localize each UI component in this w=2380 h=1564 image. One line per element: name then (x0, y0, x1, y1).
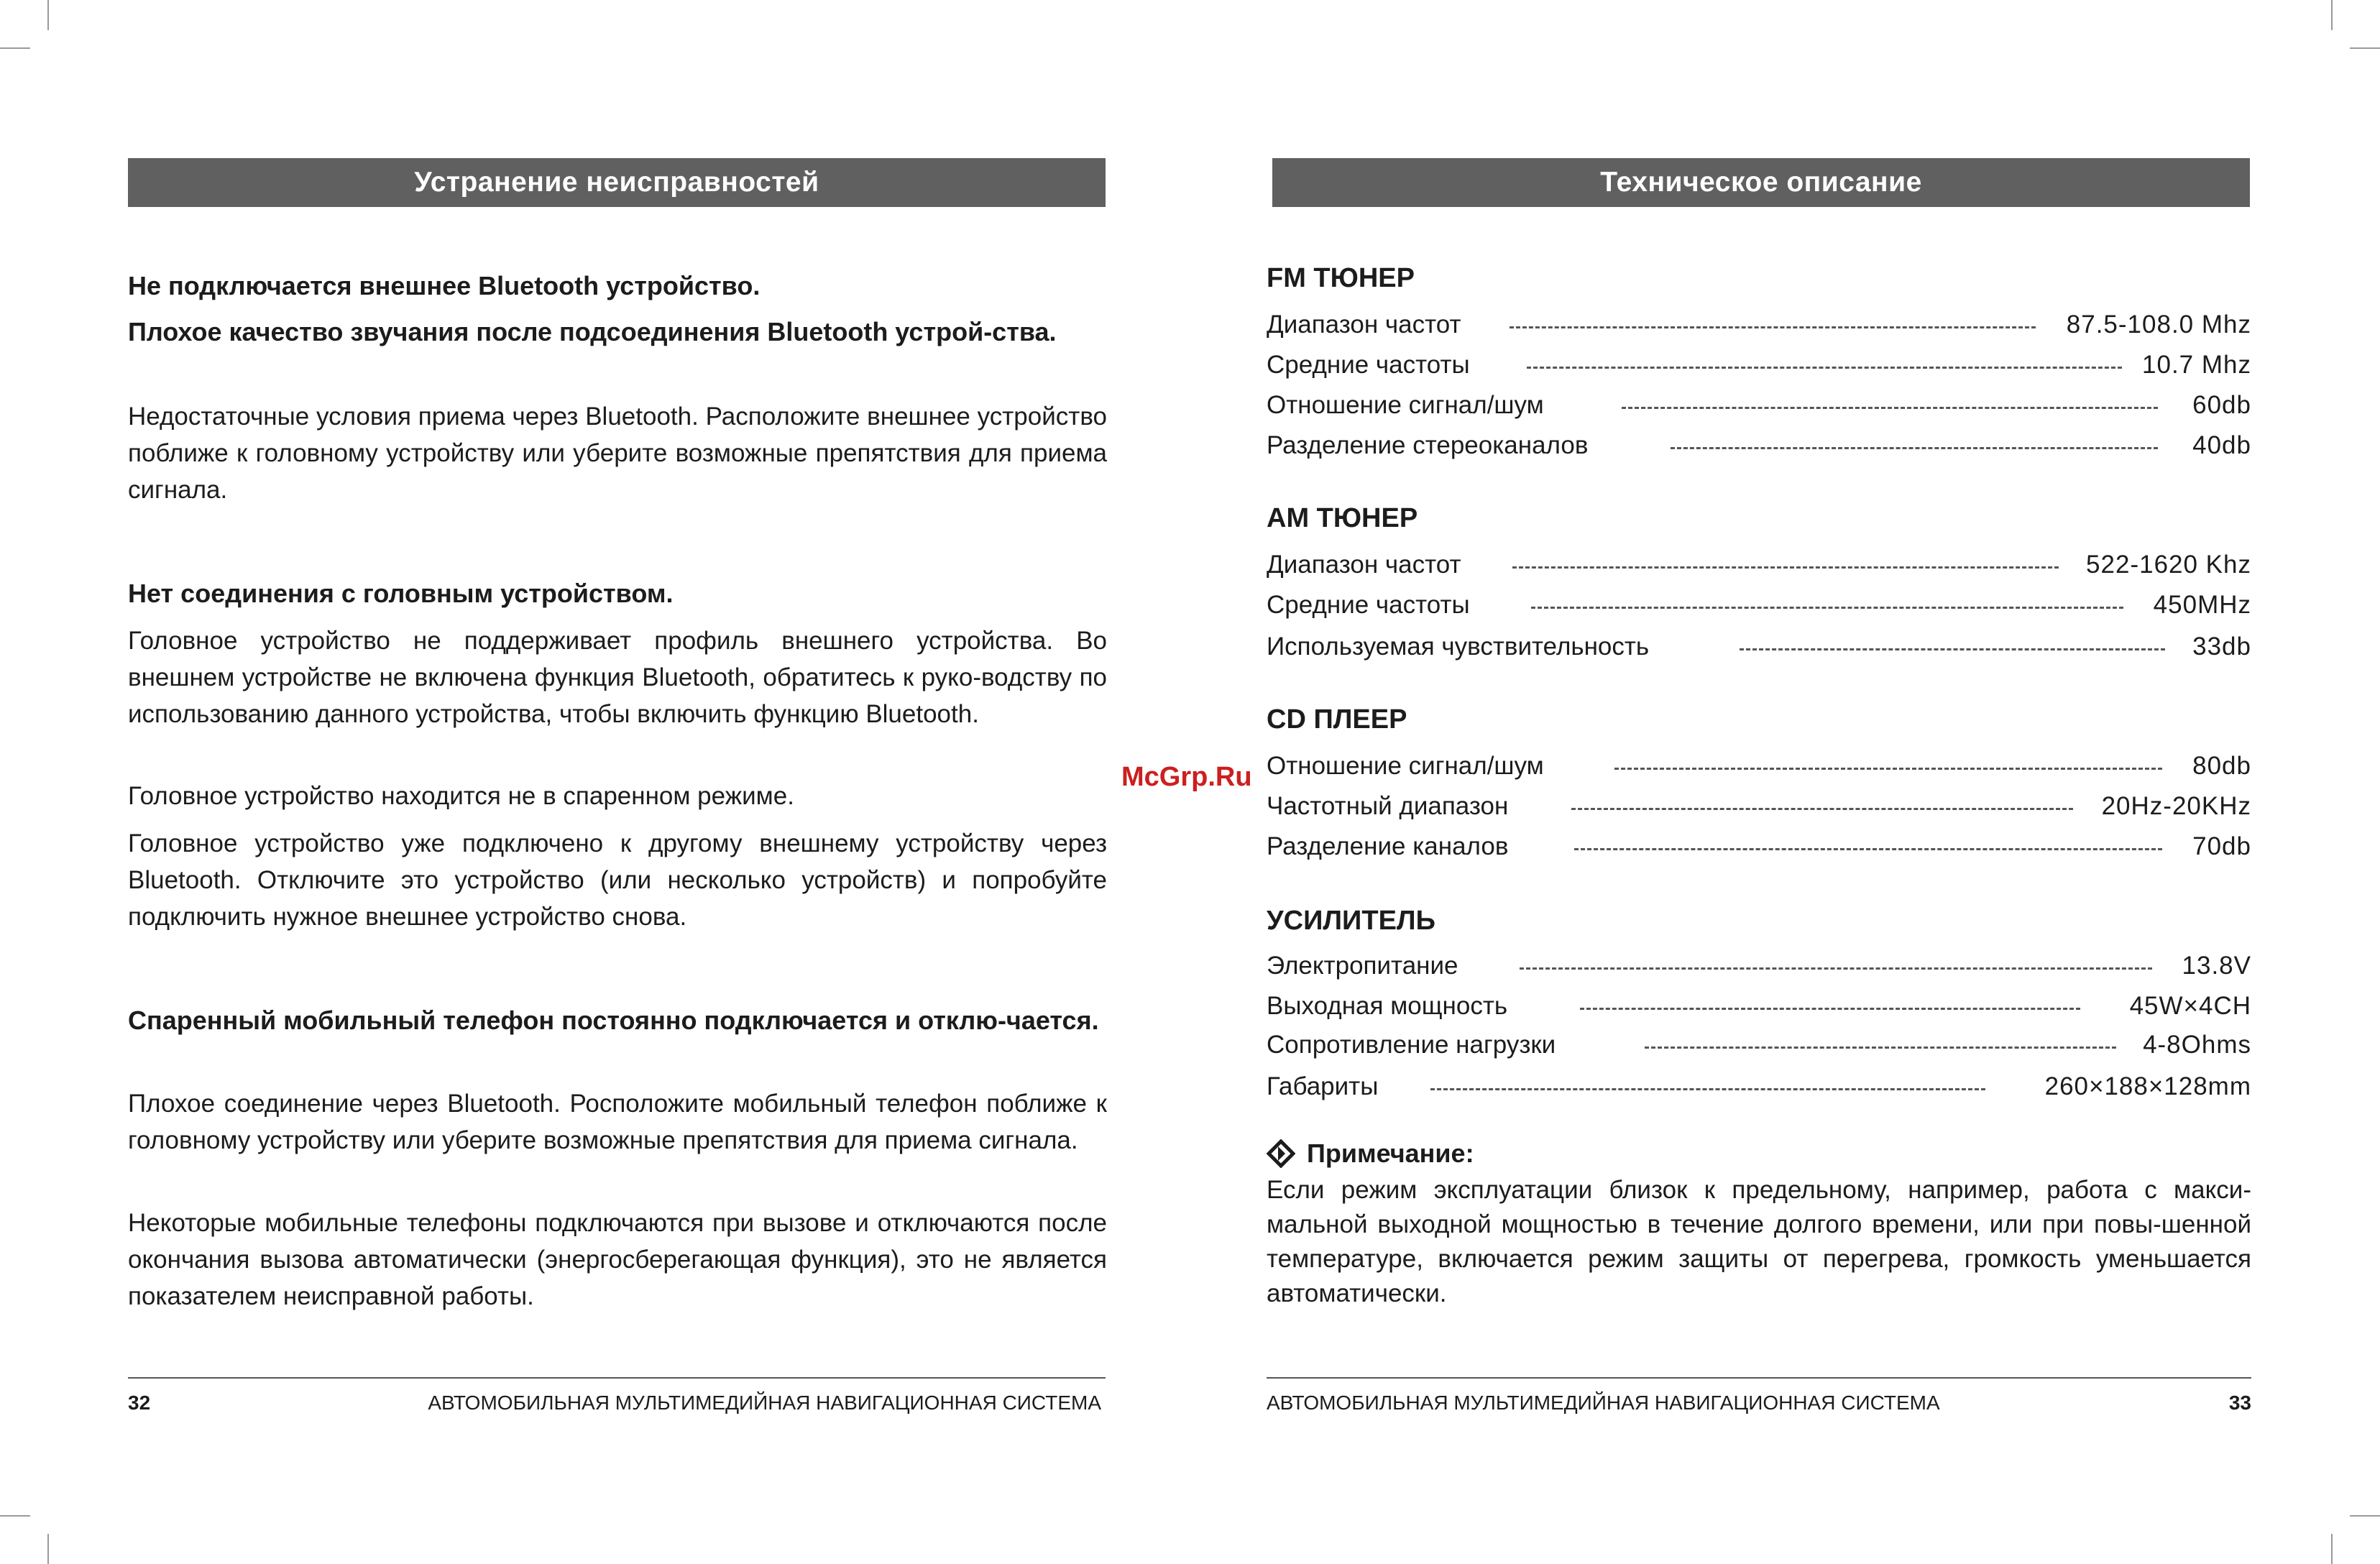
spec-value: 20Hz-20KHz (2101, 792, 2251, 820)
spec-row (1267, 385, 2251, 426)
issue-solution: Головное устройство уже подключено к другому внешнему устройству через Bluetooth. Отключите это устройство (или несколько устройств) и попробуйте подключить нужное внешнее устройство снова. (128, 829, 1107, 931)
spec-value: 33db (2192, 632, 2251, 661)
crop-mark (0, 1515, 30, 1517)
dotted-leader (1571, 808, 2073, 810)
spec-row (1267, 585, 2251, 625)
dotted-leader (1574, 848, 2162, 850)
dotted-leader (1614, 768, 2162, 770)
spec-value: 60db (2192, 391, 2251, 419)
diamond-arrow-icon (1267, 1139, 1295, 1168)
spec-label: Габариты (1267, 1072, 1379, 1100)
spec-label: Средние частоты (1267, 591, 1470, 619)
issue-solution: Головное устройство находится не в спаренном режиме. (128, 782, 794, 810)
section-title-cd-player: CD ПЛЕЕР (1267, 704, 1407, 735)
spec-row (1267, 1025, 2251, 1065)
spec-label: Диапазон частот (1267, 310, 1461, 339)
spec-row (1267, 426, 2251, 466)
dotted-leader (1671, 447, 2158, 449)
spec-label: Выходная мощность (1267, 992, 1508, 1020)
spec-row (1267, 1067, 2251, 1107)
issue-solution: Головное устройство не поддерживает профиль внешнего устройства. Во внешнем устройстве не включена функция Bluetooth, обратитесь к руко-водству по использованию данного устройства, чтобы включить функцию Bluetooth. (128, 627, 1107, 728)
footer-title: АВТОМОБИЛЬНАЯ МУЛЬТИМЕДИЙНАЯ НАВИГАЦИОННАЯ СИСТЕМА (1267, 1392, 1940, 1414)
dotted-leader (1580, 1008, 2080, 1010)
spec-label: Разделение стереоканалов (1267, 431, 1589, 459)
page-number: 32 (128, 1392, 151, 1414)
spec-row (1267, 627, 2251, 667)
crop-mark (2331, 1534, 2333, 1564)
watermark: McGrp.Ru (1121, 762, 1252, 792)
note-title: Примечание: (1307, 1138, 1474, 1168)
spec-row (1267, 746, 2251, 786)
dotted-leader (1622, 407, 2158, 409)
spec-value: 40db (2192, 431, 2251, 459)
section-title-am-tuner: АМ ТЮНЕР (1267, 503, 1418, 533)
dotted-leader (1527, 367, 2122, 369)
footer-rule (128, 1377, 1106, 1379)
footer-title: АВТОМОБИЛЬНАЯ МУЛЬТИМЕДИЙНАЯ НАВИГАЦИОННАЯ СИСТЕМА (428, 1392, 1101, 1414)
dotted-leader (1740, 648, 2165, 650)
spec-value: 80db (2192, 752, 2251, 780)
note-heading (1267, 1136, 1474, 1172)
spec-row (1267, 345, 2251, 385)
spec-label: Средние частоты (1267, 351, 1470, 379)
spec-value: 13.8V (2182, 952, 2251, 980)
issue-title: Плохое качество звучания после подсоединения Bluetooth устрой-ства. (128, 317, 1057, 346)
spec-label: Диапазон частот (1267, 551, 1461, 579)
note-text: Если режим эксплуатации близок к предельному, например, работа с макси-мальной выходной мощностью в течение долгого времени, или при повы-шенной температуре, включается режим защиты от перегрева, громкость уменьшается автоматически. (1267, 1176, 2251, 1307)
crop-mark (47, 1534, 49, 1564)
dotted-leader (1645, 1046, 2116, 1049)
page-number: 33 (2228, 1392, 2251, 1414)
issue-title: Не подключается внешнее Bluetooth устройство. (128, 271, 761, 300)
spec-label: Используемая чувствительность (1267, 632, 1650, 661)
dotted-leader (1520, 967, 2152, 970)
crop-mark (47, 0, 49, 30)
dotted-leader (1512, 566, 2059, 569)
spec-row (1267, 986, 2251, 1026)
spec-label: Электропитание (1267, 952, 1458, 980)
issue-title: Нет соединения с головным устройством. (128, 579, 674, 608)
crop-mark (2350, 47, 2380, 49)
issue-solution: Некоторые мобильные телефоны подключаются при вызове и отключаются после окончания вызова автоматически (энергосберегающая функция), это не является показателем неисправной работы. (128, 1209, 1107, 1310)
section-title-fm-tuner: FM ТЮНЕР (1267, 263, 1415, 293)
dotted-leader (1531, 607, 2123, 609)
spec-value: 70db (2192, 832, 2251, 860)
spec-value: 450MHz (2153, 591, 2251, 619)
spec-label: Разделение каналов (1267, 832, 1509, 860)
dotted-leader (1430, 1088, 1985, 1090)
footer-rule (1267, 1377, 2251, 1379)
page-header-troubleshooting: Устранение неисправностей (128, 158, 1106, 207)
spec-value: 522-1620 Khz (2086, 551, 2251, 579)
spec-row (1267, 827, 2251, 867)
spec-value: 45W×4CH (2129, 992, 2251, 1020)
dotted-leader (1510, 326, 2036, 328)
spec-row (1267, 545, 2251, 585)
spec-label: Сопротивление нагрузки (1267, 1031, 1556, 1059)
spec-value: 4-8Ohms (2143, 1031, 2251, 1059)
crop-mark (0, 47, 30, 49)
section-title-amplifier: УСИЛИТЕЛЬ (1267, 906, 1435, 936)
spec-label: Отношение сигнал/шум (1267, 752, 1544, 780)
spec-value: 260×188×128mm (2044, 1072, 2251, 1100)
issue-solution: Недостаточные условия приема через Bluetooth. Расположите внешнее устройство поближе к головному устройству или уберите возможные препятствия для приема сигнала. (128, 402, 1107, 504)
crop-mark (2350, 1515, 2380, 1517)
issue-title: Спаренный мобильный телефон постоянно подключается и отклю-чается. (128, 1006, 1099, 1035)
page-header-specifications: Техническое описание (1272, 158, 2250, 207)
crop-mark (2331, 0, 2333, 30)
spec-row (1267, 305, 2251, 345)
spec-label: Отношение сигнал/шум (1267, 391, 1544, 419)
spec-row (1267, 946, 2251, 986)
spec-value: 87.5-108.0 Mhz (2066, 310, 2251, 339)
issue-solution: Плохое соединение через Bluetooth. Росположите мобильный телефон поближе к головному устройству или уберите возможные препятствия для приема сигнала. (128, 1090, 1107, 1154)
spec-label: Частотный диапазон (1267, 792, 1509, 820)
spec-value: 10.7 Mhz (2142, 351, 2251, 379)
spec-row (1267, 786, 2251, 827)
